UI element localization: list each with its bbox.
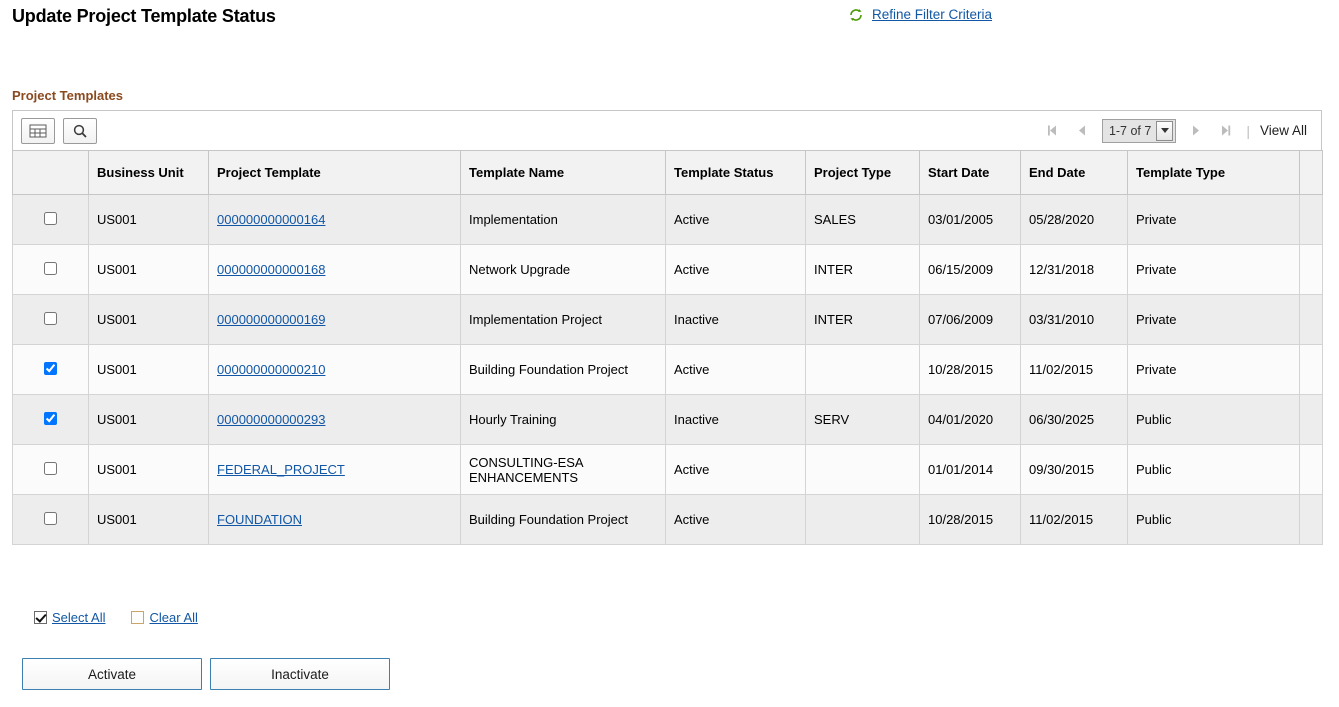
business-unit-cell bbox=[89, 345, 209, 395]
column-header-start-date: Start Date bbox=[920, 151, 1021, 195]
end-date: 03/31/2010 bbox=[1029, 312, 1095, 327]
templates-table bbox=[12, 150, 1323, 545]
chevron-down-icon[interactable] bbox=[1156, 121, 1173, 141]
end-date: 09/30/2015 bbox=[1029, 462, 1095, 477]
row-select-cell[interactable] bbox=[13, 345, 89, 395]
clear-all-checkbox[interactable] bbox=[131, 611, 144, 624]
end-date-cell bbox=[1021, 395, 1128, 445]
column-header-business-unit: Business Unit bbox=[89, 151, 209, 195]
row-spacer-cell bbox=[1300, 445, 1323, 495]
row-select-checkbox[interactable] bbox=[44, 212, 57, 225]
template-type: Public bbox=[1136, 512, 1172, 527]
template-type-cell bbox=[1128, 345, 1300, 395]
template-type-cell bbox=[1128, 495, 1300, 545]
end-date-cell bbox=[1021, 445, 1128, 495]
column-header-template-type: Template Type bbox=[1128, 151, 1300, 195]
end-date: 06/30/2025 bbox=[1029, 412, 1095, 427]
template-name-cell bbox=[461, 245, 666, 295]
project-template-link-cell[interactable] bbox=[209, 495, 461, 545]
template-status-cell bbox=[666, 395, 806, 445]
column-header-end-date: End Date bbox=[1021, 151, 1128, 195]
start-date: 03/01/2005 bbox=[928, 212, 994, 227]
refresh-icon[interactable] bbox=[848, 7, 864, 23]
start-date-cell bbox=[920, 495, 1021, 545]
start-date-cell bbox=[920, 195, 1021, 245]
template-status-cell bbox=[666, 295, 806, 345]
grid-pagination bbox=[1038, 119, 1313, 143]
template-name-cell bbox=[461, 295, 666, 345]
column-header-select bbox=[13, 151, 89, 195]
refine-filter-area bbox=[848, 6, 992, 22]
end-date: 12/31/2018 bbox=[1029, 262, 1095, 277]
business-unit: US001 bbox=[97, 512, 137, 527]
template-status: Active bbox=[674, 512, 710, 527]
row-spacer-cell bbox=[1300, 395, 1323, 445]
template-status: Inactive bbox=[674, 312, 719, 327]
template-status: Active bbox=[674, 212, 710, 227]
template-name-cell bbox=[461, 495, 666, 545]
column-header-project-type: Project Type bbox=[806, 151, 920, 195]
table-row bbox=[13, 195, 1323, 245]
business-unit-cell bbox=[89, 195, 209, 245]
end-date-cell bbox=[1021, 295, 1128, 345]
table-row bbox=[13, 295, 1323, 345]
toolbar-divider: | bbox=[1246, 122, 1250, 139]
end-date-cell bbox=[1021, 195, 1128, 245]
previous-page-icon[interactable] bbox=[1068, 119, 1098, 143]
row-spacer-cell bbox=[1300, 195, 1323, 245]
grid-toolbar bbox=[12, 110, 1322, 150]
start-date: 06/15/2009 bbox=[928, 262, 994, 277]
template-name-cell bbox=[461, 445, 666, 495]
row-select-cell[interactable] bbox=[13, 295, 89, 345]
page-counter[interactable] bbox=[1102, 119, 1176, 143]
row-select-cell[interactable] bbox=[13, 445, 89, 495]
start-date: 10/28/2015 bbox=[928, 362, 994, 377]
row-spacer-cell bbox=[1300, 245, 1323, 295]
project-type-cell bbox=[806, 195, 920, 245]
project-template-link[interactable]: FEDERAL_PROJECT bbox=[217, 462, 345, 477]
project-template-link-cell[interactable] bbox=[209, 395, 461, 445]
row-select-checkbox[interactable] bbox=[44, 512, 57, 525]
template-type: Public bbox=[1136, 412, 1172, 427]
clear-all-control[interactable] bbox=[131, 610, 197, 625]
template-type-cell bbox=[1128, 295, 1300, 345]
end-date-cell bbox=[1021, 245, 1128, 295]
start-date: 01/01/2014 bbox=[928, 462, 994, 477]
project-template-link-cell[interactable] bbox=[209, 195, 461, 245]
project-type-cell bbox=[806, 495, 920, 545]
start-date-cell bbox=[920, 295, 1021, 345]
column-header-project-template: Project Template bbox=[209, 151, 461, 195]
start-date-cell bbox=[920, 395, 1021, 445]
row-spacer-cell bbox=[1300, 345, 1323, 395]
template-status-cell bbox=[666, 345, 806, 395]
project-type-cell bbox=[806, 245, 920, 295]
business-unit: US001 bbox=[97, 412, 137, 427]
select-all-control[interactable] bbox=[34, 610, 105, 625]
search-icon[interactable] bbox=[63, 118, 97, 144]
project-template-link[interactable]: 000000000000168 bbox=[217, 262, 326, 277]
end-date: 11/02/2015 bbox=[1029, 512, 1094, 527]
table-row bbox=[13, 345, 1323, 395]
row-spacer-cell bbox=[1300, 495, 1323, 545]
template-name: Building Foundation Project bbox=[469, 362, 628, 377]
row-select-checkbox[interactable] bbox=[44, 362, 57, 375]
template-name: Implementation bbox=[469, 212, 558, 227]
template-type-cell bbox=[1128, 245, 1300, 295]
project-type: SALES bbox=[814, 212, 856, 227]
page-counter-value: 1-7 of 7 bbox=[1108, 123, 1152, 138]
template-type-cell bbox=[1128, 195, 1300, 245]
table-row bbox=[13, 245, 1323, 295]
project-type: INTER bbox=[814, 262, 853, 277]
activate-button[interactable]: Activate bbox=[22, 658, 202, 690]
end-date-cell bbox=[1021, 495, 1128, 545]
project-template-link[interactable]: 000000000000169 bbox=[217, 312, 326, 327]
template-status-cell bbox=[666, 445, 806, 495]
row-select-checkbox[interactable] bbox=[44, 462, 57, 475]
end-date: 05/28/2020 bbox=[1029, 212, 1095, 227]
page-title: Update Project Template Status bbox=[12, 6, 276, 26]
business-unit-cell bbox=[89, 495, 209, 545]
template-type: Private bbox=[1136, 262, 1177, 277]
business-unit: US001 bbox=[97, 362, 137, 377]
column-header-spacer bbox=[1300, 151, 1323, 195]
row-select-checkbox[interactable] bbox=[44, 312, 57, 325]
business-unit: US001 bbox=[97, 262, 137, 277]
select-clear-links bbox=[34, 610, 224, 625]
select-all-label[interactable]: Select All bbox=[52, 610, 106, 625]
template-type: Public bbox=[1136, 462, 1172, 477]
project-template-link-cell[interactable] bbox=[209, 295, 461, 345]
start-date: 04/01/2020 bbox=[928, 412, 994, 427]
row-spacer-cell bbox=[1300, 295, 1323, 345]
row-select-cell[interactable] bbox=[13, 495, 89, 545]
template-name: Building Foundation Project bbox=[469, 512, 628, 527]
start-date-cell bbox=[920, 345, 1021, 395]
project-template-link[interactable]: 000000000000293 bbox=[217, 412, 326, 427]
template-status: Active bbox=[674, 262, 710, 277]
template-name-cell bbox=[461, 195, 666, 245]
start-date: 10/28/2015 bbox=[928, 512, 994, 527]
next-page-icon[interactable] bbox=[1180, 119, 1210, 143]
column-header-template-name: Template Name bbox=[461, 151, 666, 195]
column-header-template-status: Template Status bbox=[666, 151, 806, 195]
template-type: Private bbox=[1136, 212, 1177, 227]
row-select-checkbox[interactable] bbox=[44, 262, 57, 275]
business-unit: US001 bbox=[97, 462, 137, 477]
table-header-row bbox=[13, 151, 1323, 195]
project-type-cell bbox=[806, 295, 920, 345]
template-status-cell bbox=[666, 495, 806, 545]
end-date: 11/02/2015 bbox=[1029, 362, 1094, 377]
template-type-cell bbox=[1128, 445, 1300, 495]
template-name-cell bbox=[461, 345, 666, 395]
template-status: Inactive bbox=[674, 412, 719, 427]
business-unit: US001 bbox=[97, 212, 137, 227]
project-type: SERV bbox=[814, 412, 850, 427]
project-template-link[interactable]: FOUNDATION bbox=[217, 512, 302, 527]
business-unit: US001 bbox=[97, 312, 137, 327]
start-date: 07/06/2009 bbox=[928, 312, 994, 327]
template-status-cell bbox=[666, 245, 806, 295]
row-select-cell[interactable] bbox=[13, 195, 89, 245]
project-template-link-cell[interactable] bbox=[209, 245, 461, 295]
project-type-cell bbox=[806, 345, 920, 395]
template-name: Implementation Project bbox=[469, 312, 602, 327]
project-type: INTER bbox=[814, 312, 853, 327]
inactivate-button[interactable]: Inactivate bbox=[210, 658, 390, 690]
template-name: Hourly Training bbox=[469, 412, 557, 427]
first-page-icon[interactable] bbox=[1038, 119, 1068, 143]
template-status-cell bbox=[666, 195, 806, 245]
business-unit-cell bbox=[89, 245, 209, 295]
template-name: CONSULTING-ESA ENHANCEMENTS bbox=[469, 454, 583, 485]
business-unit-cell bbox=[89, 295, 209, 345]
end-date-cell bbox=[1021, 345, 1128, 395]
grid-personalize-icon[interactable] bbox=[21, 118, 55, 144]
view-all-link[interactable]: View All bbox=[1259, 123, 1307, 138]
template-type: Private bbox=[1136, 362, 1177, 377]
clear-all-label[interactable]: Clear All bbox=[149, 610, 198, 625]
project-templates-grid bbox=[12, 110, 1322, 545]
refine-filter-criteria-link[interactable]: Refine Filter Criteria bbox=[872, 6, 993, 22]
table-row bbox=[13, 445, 1323, 495]
template-type-cell bbox=[1128, 395, 1300, 445]
template-type: Private bbox=[1136, 312, 1177, 327]
row-select-cell[interactable] bbox=[13, 245, 89, 295]
select-all-checkbox[interactable] bbox=[34, 611, 47, 624]
project-template-link-cell[interactable] bbox=[209, 445, 461, 495]
start-date-cell bbox=[920, 445, 1021, 495]
template-name-cell bbox=[461, 395, 666, 445]
project-template-link-cell[interactable] bbox=[209, 345, 461, 395]
project-type-cell bbox=[806, 445, 920, 495]
project-template-link[interactable]: 000000000000164 bbox=[217, 212, 326, 227]
last-page-icon[interactable] bbox=[1210, 119, 1240, 143]
table-row bbox=[13, 395, 1323, 445]
project-type-cell bbox=[806, 395, 920, 445]
template-name: Network Upgrade bbox=[469, 262, 571, 277]
row-select-cell[interactable] bbox=[13, 395, 89, 445]
start-date-cell bbox=[920, 245, 1021, 295]
project-template-link[interactable]: 000000000000210 bbox=[217, 362, 326, 377]
business-unit-cell bbox=[89, 445, 209, 495]
row-select-checkbox[interactable] bbox=[44, 412, 57, 425]
table-body bbox=[13, 195, 1323, 545]
table-row bbox=[13, 495, 1323, 545]
template-status: Active bbox=[674, 462, 710, 477]
action-buttons bbox=[22, 658, 390, 690]
business-unit-cell bbox=[89, 395, 209, 445]
template-status: Active bbox=[674, 362, 710, 377]
grid-group-title: Project Templates bbox=[12, 88, 124, 103]
